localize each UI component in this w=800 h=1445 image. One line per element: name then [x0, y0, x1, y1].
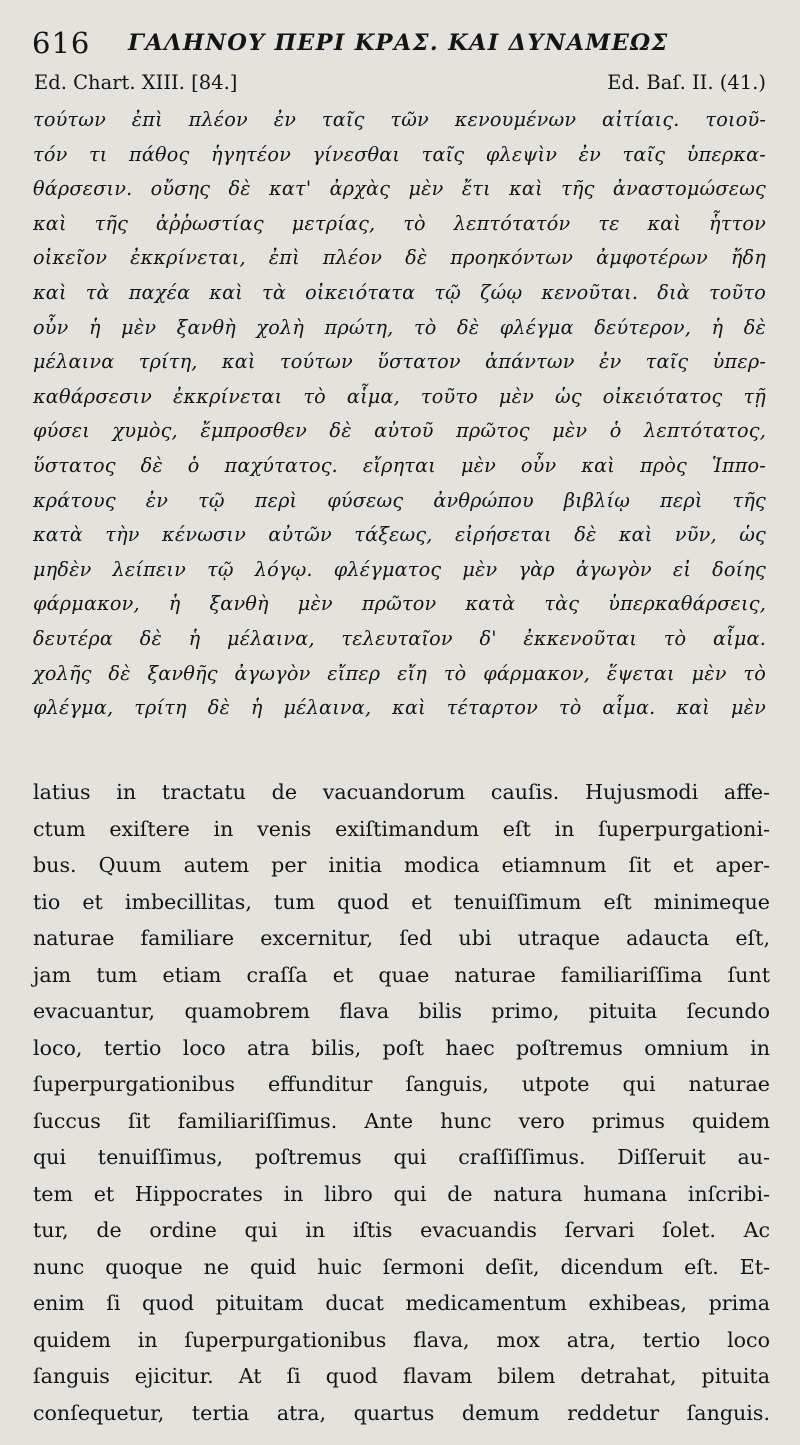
greek-line: χολῆς δὲ ξανθῆς ἀγωγὸν εἴπερ εἴη τὸ φάρμακον, ἕψεται μὲν τὸ	[33, 661, 766, 685]
page-title: ΓΑΛΗΝΟΥ ΠΕΡΙ ΚΡΑΣ. ΚΑΙ ΔΥΝΑΜΕΩΣ	[128, 30, 669, 56]
running-head	[32, 24, 766, 64]
latin-line: naturae familiare excernitur, ſed ubi utraque adaucta eſt,	[33, 926, 770, 950]
page-number: 616	[32, 26, 91, 60]
latin-line: ctum exiſtere in venis exiſtimandum eſt in ſuperpurgationi-	[33, 816, 770, 841]
latin-line: tem et Hippocrates in libro qui de natura humana inſcribi-	[33, 1181, 770, 1206]
latin-line: nunc quoque ne quid huic ſermoni deſit, dicendum eſt. Et-	[33, 1254, 770, 1279]
greek-line: καὶ τὰ παχέα καὶ τὰ οἰκειότατα τῷ ζώῳ κενοῦται. διὰ τοῦτο	[33, 280, 766, 304]
greek-line: οἰκεῖον ἐκκρίνεται, ἐπὶ πλέον δὲ προηκόντων ἀμφοτέρων ἤδη	[33, 246, 766, 270]
greek-line: μηδὲν λείπειν τῷ λόγῳ. φλέγματος μὲν γὰρ ἀγωγὸν εἰ δοίης	[33, 557, 766, 581]
latin-line: ſanguis ejicitur. At ſi quod flavam bilem detrahat, pituita	[33, 1364, 770, 1388]
latin-text-block	[33, 774, 770, 1431]
latin-line: loco, tertio loco atra bilis, poſt haec poſtremus omnium in	[33, 1035, 770, 1060]
greek-line: δευτέρα δὲ ἡ μέλαινα, τελευταῖον δ' ἐκκενοῦται τὸ αἷμα.	[33, 626, 766, 650]
greek-line: καὶ τῆς ἀῤῥωστίας μετρίας, τὸ λεπτότατόν τε καὶ ἧττον	[33, 211, 766, 235]
greek-line: τόν τι πάθος ἡγητέον γίνεσθαι ταῖς φλεψὶν ἐν ταῖς ὑπερκα-	[33, 142, 766, 166]
edition-chartier: Ed. Chart. XIII. [84.]	[34, 71, 238, 94]
latin-line: conſequetur, tertia atra, quartus demum reddetur ſanguis.	[33, 1400, 770, 1425]
latin-line: qui tenuiſſimus, poſtremus qui craſſiſſimus. Diſſeruit au-	[33, 1145, 770, 1169]
greek-line: φλέγμα, τρίτη δὲ ἡ μέλαινα, καὶ τέταρτον τὸ αἷμα. καὶ μὲν	[33, 696, 766, 720]
greek-line: ὕστατος δὲ ὁ παχύτατος. εἴρηται μὲν οὖν καὶ πρὸς Ἱππο-	[33, 453, 766, 477]
latin-line: latius in tractatu de vacuandorum cauſis. Hujusmodi affe-	[33, 780, 770, 804]
greek-line: μέλαινα τρίτη, καὶ τούτων ὕστατον ἁπάντων ἐν ταῖς ὑπερ-	[33, 350, 766, 374]
greek-line: θάρσεσιν. οὔσης δὲ κατ' ἀρχὰς μὲν ἔτι καὶ τῆς ἀναστομώσεως	[33, 177, 766, 201]
latin-line: ſuperpurgationibus effunditur ſanguis, utpote qui naturae	[33, 1072, 770, 1096]
latin-line: jam tum etiam craſſa et quae naturae familiariſſima ſunt	[33, 962, 770, 987]
greek-line: κατὰ τὴν κένωσιν αὐτῶν τάξεως, εἰρήσεται δὲ καὶ νῦν, ὡς	[33, 523, 766, 547]
edition-line	[34, 71, 766, 101]
latin-line: evacuantur, quamobrem flava bilis primo, pituita ſecundo	[33, 999, 770, 1023]
greek-line: καθάρσεσιν ἐκκρίνεται τὸ αἷμα, τοῦτο μὲν ὡς οἰκειότατος τῇ	[33, 384, 766, 408]
latin-line: ſuccus ſit familiariſſimus. Ante hunc vero primus quidem	[33, 1108, 770, 1133]
latin-line: enim ſi quod pituitam ducat medicamentum exhibeas, prima	[33, 1291, 770, 1315]
greek-line: οὖν ἡ μὲν ξανθὴ χολὴ πρώτη, τὸ δὲ φλέγμα δεύτερον, ἡ δὲ	[33, 315, 766, 339]
greek-text-block	[33, 103, 766, 726]
greek-line: τούτων ἐπὶ πλέον ἐν ταῖς τῶν κενουμένων αἰτίαις. τοιοῦ-	[33, 108, 766, 131]
greek-line: φύσει χυμὸς, ἔμπροσθεν δὲ αὐτοῦ πρῶτος μὲν ὁ λεπτότατος,	[33, 419, 766, 443]
latin-line: quidem in ſuperpurgationibus flava, mox atra, tertio loco	[33, 1327, 770, 1352]
latin-line: tur, de ordine qui in iſtis evacuandis ſervari ſolet. Ac	[33, 1218, 770, 1242]
greek-line: φάρμακον, ἡ ξανθὴ μὲν πρῶτον κατὰ τὰς ὑπερκαθάρσεις,	[33, 592, 766, 616]
latin-line: tio et imbecillitas, tum quod et tenuiſſimum eſt minimeque	[33, 889, 770, 914]
latin-line: bus. Quum autem per initia modica etiamnum ſit et aper-	[33, 853, 770, 877]
edition-basel: Ed. Baſ. II. (41.)	[607, 71, 766, 94]
greek-line: κράτους ἐν τῷ περὶ φύσεως ἀνθρώπου βιβλίῳ περὶ τῆς	[33, 488, 766, 512]
